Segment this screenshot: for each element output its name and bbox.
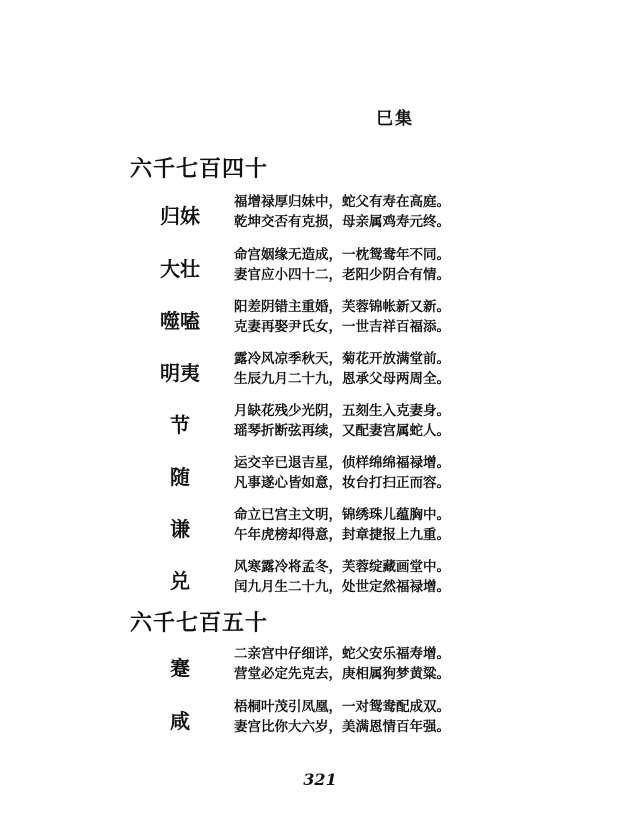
section-title: 六千七百四十 (130, 156, 269, 182)
verse-line: 命宫姻缘无造成，一枕鸳鸯年不同。 (234, 247, 450, 263)
verse-line: 月缺花残少光阴，五刻生入克妻身。 (234, 403, 450, 419)
hexagram-name: 明夷 (160, 361, 200, 385)
entry-shike (150, 297, 470, 341)
hexagram-name: 节 (170, 413, 190, 437)
verse-line: 风寒露冷将孟冬，芙蓉绽藏画堂中。 (234, 559, 450, 575)
entry-guimei (150, 192, 470, 236)
verse-line: 命立已宫主文明，锦绣珠儿蕴胸中。 (234, 507, 450, 523)
hexagram-name: 大壮 (160, 257, 200, 281)
verse-line: 闰九月生二十九，处世定然福禄增。 (234, 579, 450, 595)
verse-line: 二亲宫中仔细详，蛇父安乐福寿增。 (234, 646, 450, 662)
verse (234, 401, 450, 441)
entry-xian (150, 697, 470, 741)
entry-jian (150, 644, 470, 688)
entry-mingyi (150, 349, 470, 393)
verse (234, 557, 450, 597)
verse-line: 午年虎榜却得意，封章捷报上九重。 (234, 527, 450, 543)
verse-line: 营堂必定先克去，庚相属狗梦黄粱。 (234, 666, 450, 682)
verse (234, 644, 450, 684)
entry-sui (150, 453, 470, 497)
hexagram-name: 蹇 (170, 656, 190, 680)
verse-line: 乾坤交否有克损，母亲属鸡寿元终。 (234, 214, 450, 230)
hexagram-name: 归妹 (160, 204, 200, 228)
hexagram-name: 噬嗑 (160, 309, 200, 333)
entry-qian (150, 505, 470, 549)
entry-dui (150, 557, 470, 601)
verse (234, 297, 450, 337)
section-title: 六千七百五十 (130, 610, 269, 636)
verse-line: 梧桐叶茂引凤凰，一对鸳鸯配成双。 (234, 699, 450, 715)
verse-line: 露冷风凉季秋天，菊花开放满堂前。 (234, 351, 450, 367)
verse-line: 福增禄厚归妹中，蛇父有寿在高庭。 (234, 194, 450, 210)
verse-line: 生辰九月二十九，恩承父母两周全。 (234, 371, 450, 387)
verse (234, 192, 450, 232)
verse (234, 453, 450, 493)
verse (234, 505, 450, 545)
hexagram-name: 兑 (170, 569, 190, 593)
verse (234, 349, 450, 389)
hexagram-name: 谦 (170, 517, 190, 541)
page-number: 321 (303, 770, 337, 789)
collection-header: 巳集 (376, 109, 414, 129)
verse-line: 瑶琴折断弦再续，又配妻宫属蛇人。 (234, 423, 450, 439)
verse-line: 克妻再娶尹氏女，一世吉祥百福添。 (234, 319, 450, 335)
verse-line: 凡事遂心皆如意，妆台打扫正而容。 (234, 475, 450, 491)
verse-line: 妻官应小四十二，老阳少阴合有情。 (234, 267, 450, 283)
hexagram-name: 咸 (170, 709, 190, 733)
entry-dazhuang (150, 245, 470, 289)
hexagram-name: 随 (170, 465, 190, 489)
verse-line: 运交辛已退吉星，侦样绵绵福禄增。 (234, 455, 450, 471)
verse-line: 妻宫比你大六岁，美满恩情百年强。 (234, 719, 450, 735)
verse-line: 阳差阴错主重婚，芙蓉锦帐新又新。 (234, 299, 450, 315)
entry-jie (150, 401, 470, 445)
verse (234, 245, 450, 285)
verse (234, 697, 450, 737)
